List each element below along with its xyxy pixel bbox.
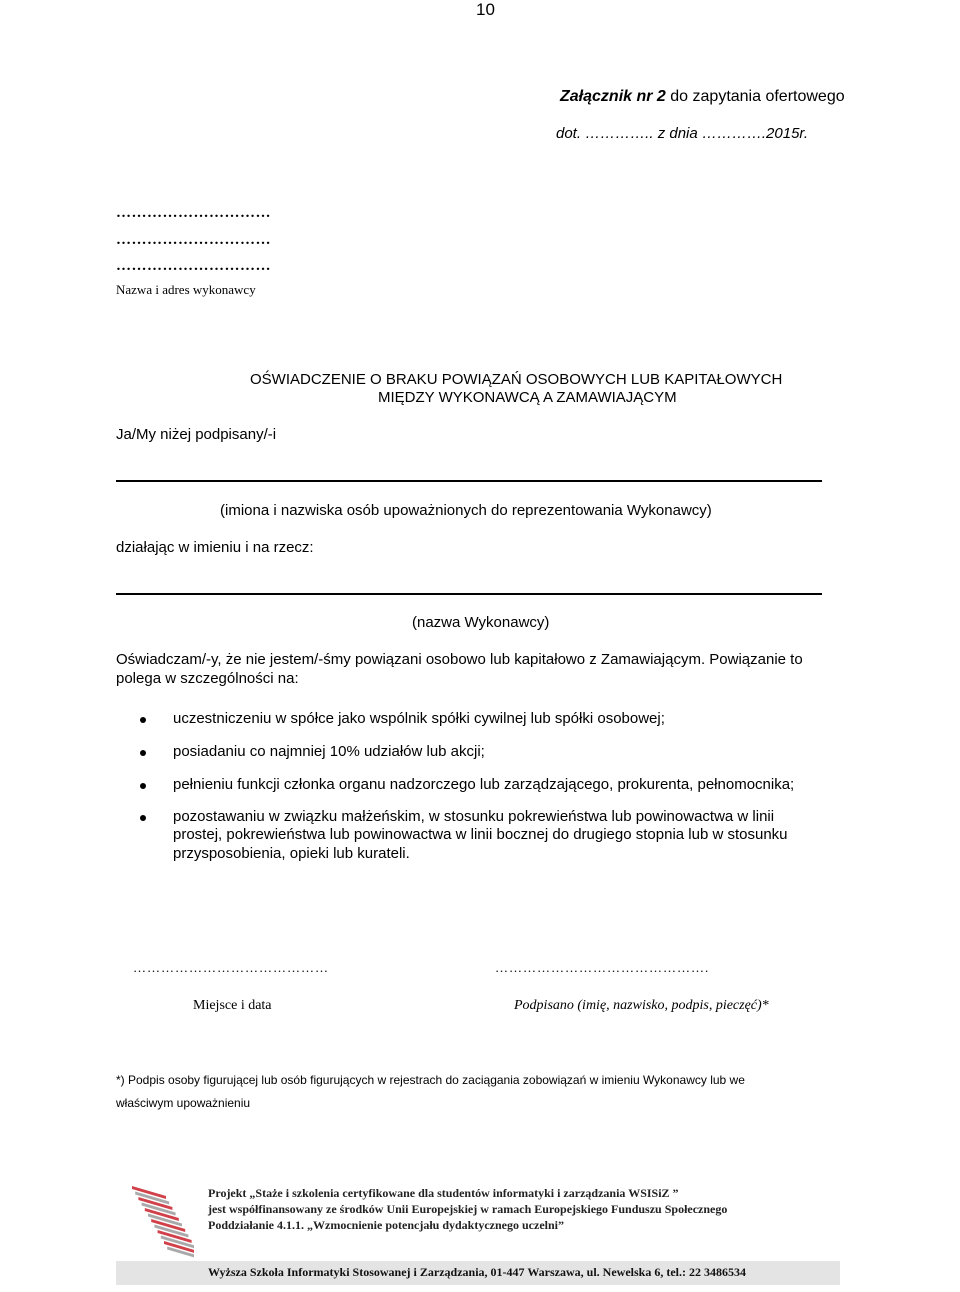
list-item-continuation: przysposobienia, opieki lub kurateli. [173,845,410,862]
project-line: Projekt „Staże i szkolenia certyfikowane dla studentów informatyki i zarządzania WSISiZ ” [208,1186,679,1200]
contractor-dots-line: ………………………… [116,232,271,248]
page-number: 10 [476,0,495,19]
acting-on-behalf-label: działając w imieniu i na rzecz: [116,539,314,556]
bullet-icon [140,717,146,723]
bullet-icon [140,783,146,789]
bullet-icon [140,815,146,821]
place-date-label: Miejsce i data [193,998,272,1013]
annex-title: Załącznik nr 2 [560,88,666,105]
list-item: uczestniczeniu w spółce jako wspólnik spółki cywilnej lub spółki osobowej; [173,710,665,727]
names-fill-line[interactable] [116,480,822,482]
contractor-name-fill-line[interactable] [116,593,822,595]
document-title-line1: OŚWIADCZENIE O BRAKU POWIĄZAŃ OSOBOWYCH LUB KAPITAŁOWYCH [250,371,783,388]
signatory-label: Ja/My niżej podpisany/-i [116,426,277,443]
list-item: posiadaniu co najmniej 10% udziałów lub akcji; [173,743,485,760]
contractor-name-caption: (nazwa Wykonawcy) [412,614,550,631]
project-line: Poddziałanie 4.1.1. „Wzmocnienie potencjału dydaktycznego uczelni” [208,1218,564,1232]
project-line: jest współfinansowany ze środków Unii Europejskiej w ramach Europejskiego Funduszu Społecznego [208,1202,728,1216]
annex-header [560,88,845,106]
declaration-text: polega w szczególności na: [116,670,299,687]
contractor-dots-line: ………………………… [116,258,271,274]
contractor-dots-line: ………………………… [116,205,271,221]
document-title-line2: MIĘDZY WYKONAWCĄ A ZAMAWIAJĄCYM [378,389,677,406]
address-bar [116,1261,840,1285]
names-caption: (imiona i nazwiska osób upoważnionych do reprezentowania Wykonawcy) [220,502,712,519]
list-item: pełnieniu funkcji członka organu nadzorczego lub zarządzającego, prokurenta, pełnomocnika; [173,776,795,793]
reference-line: dot. ………….. z dnia ………….2015r. [556,125,809,142]
place-date-fill-line[interactable]: …………………………………… [133,960,329,975]
list-item-continuation: prostej, pokrewieństwa lub powinowactwa w linii bocznej do drugiego stopnia lub w stosunku [173,826,788,843]
list-item: pozostawaniu w związku małżeńskim, w stosunku pokrewieństwa lub powinowactwa w linii [173,808,775,825]
bullet-icon [140,750,146,756]
declaration-text: Oświadczam/-y, że nie jestem/-śmy powiązani osobowo lub kapitałowo z Zamawiającym. Powiązanie to [116,651,803,668]
footnote: *) Podpis osoby figurującej lub osób figurujących w rejestrach do zaciągania zobowiązań w imieniu Wykonawcy lub we [116,1073,745,1087]
signature-fill-line[interactable]: ………………………………………. [495,960,710,975]
signature-label: Podpisano (imię, nazwisko, podpis, pieczęć)* [514,998,769,1013]
project-footer [130,1180,830,1230]
university-logo [130,1180,194,1260]
contractor-label: Nazwa i adres wykonawcy [116,282,256,297]
annex-subtitle: do zapytania ofertowego [665,88,845,105]
address-text: Wyższa Szkoła Informatyki Stosowanej i Zarządzania, 01-447 Warszawa, ul. Newelska 6, tel.: 22 3486534 [208,1265,746,1279]
footnote-continuation: właściwym upoważnieniu [116,1096,251,1110]
